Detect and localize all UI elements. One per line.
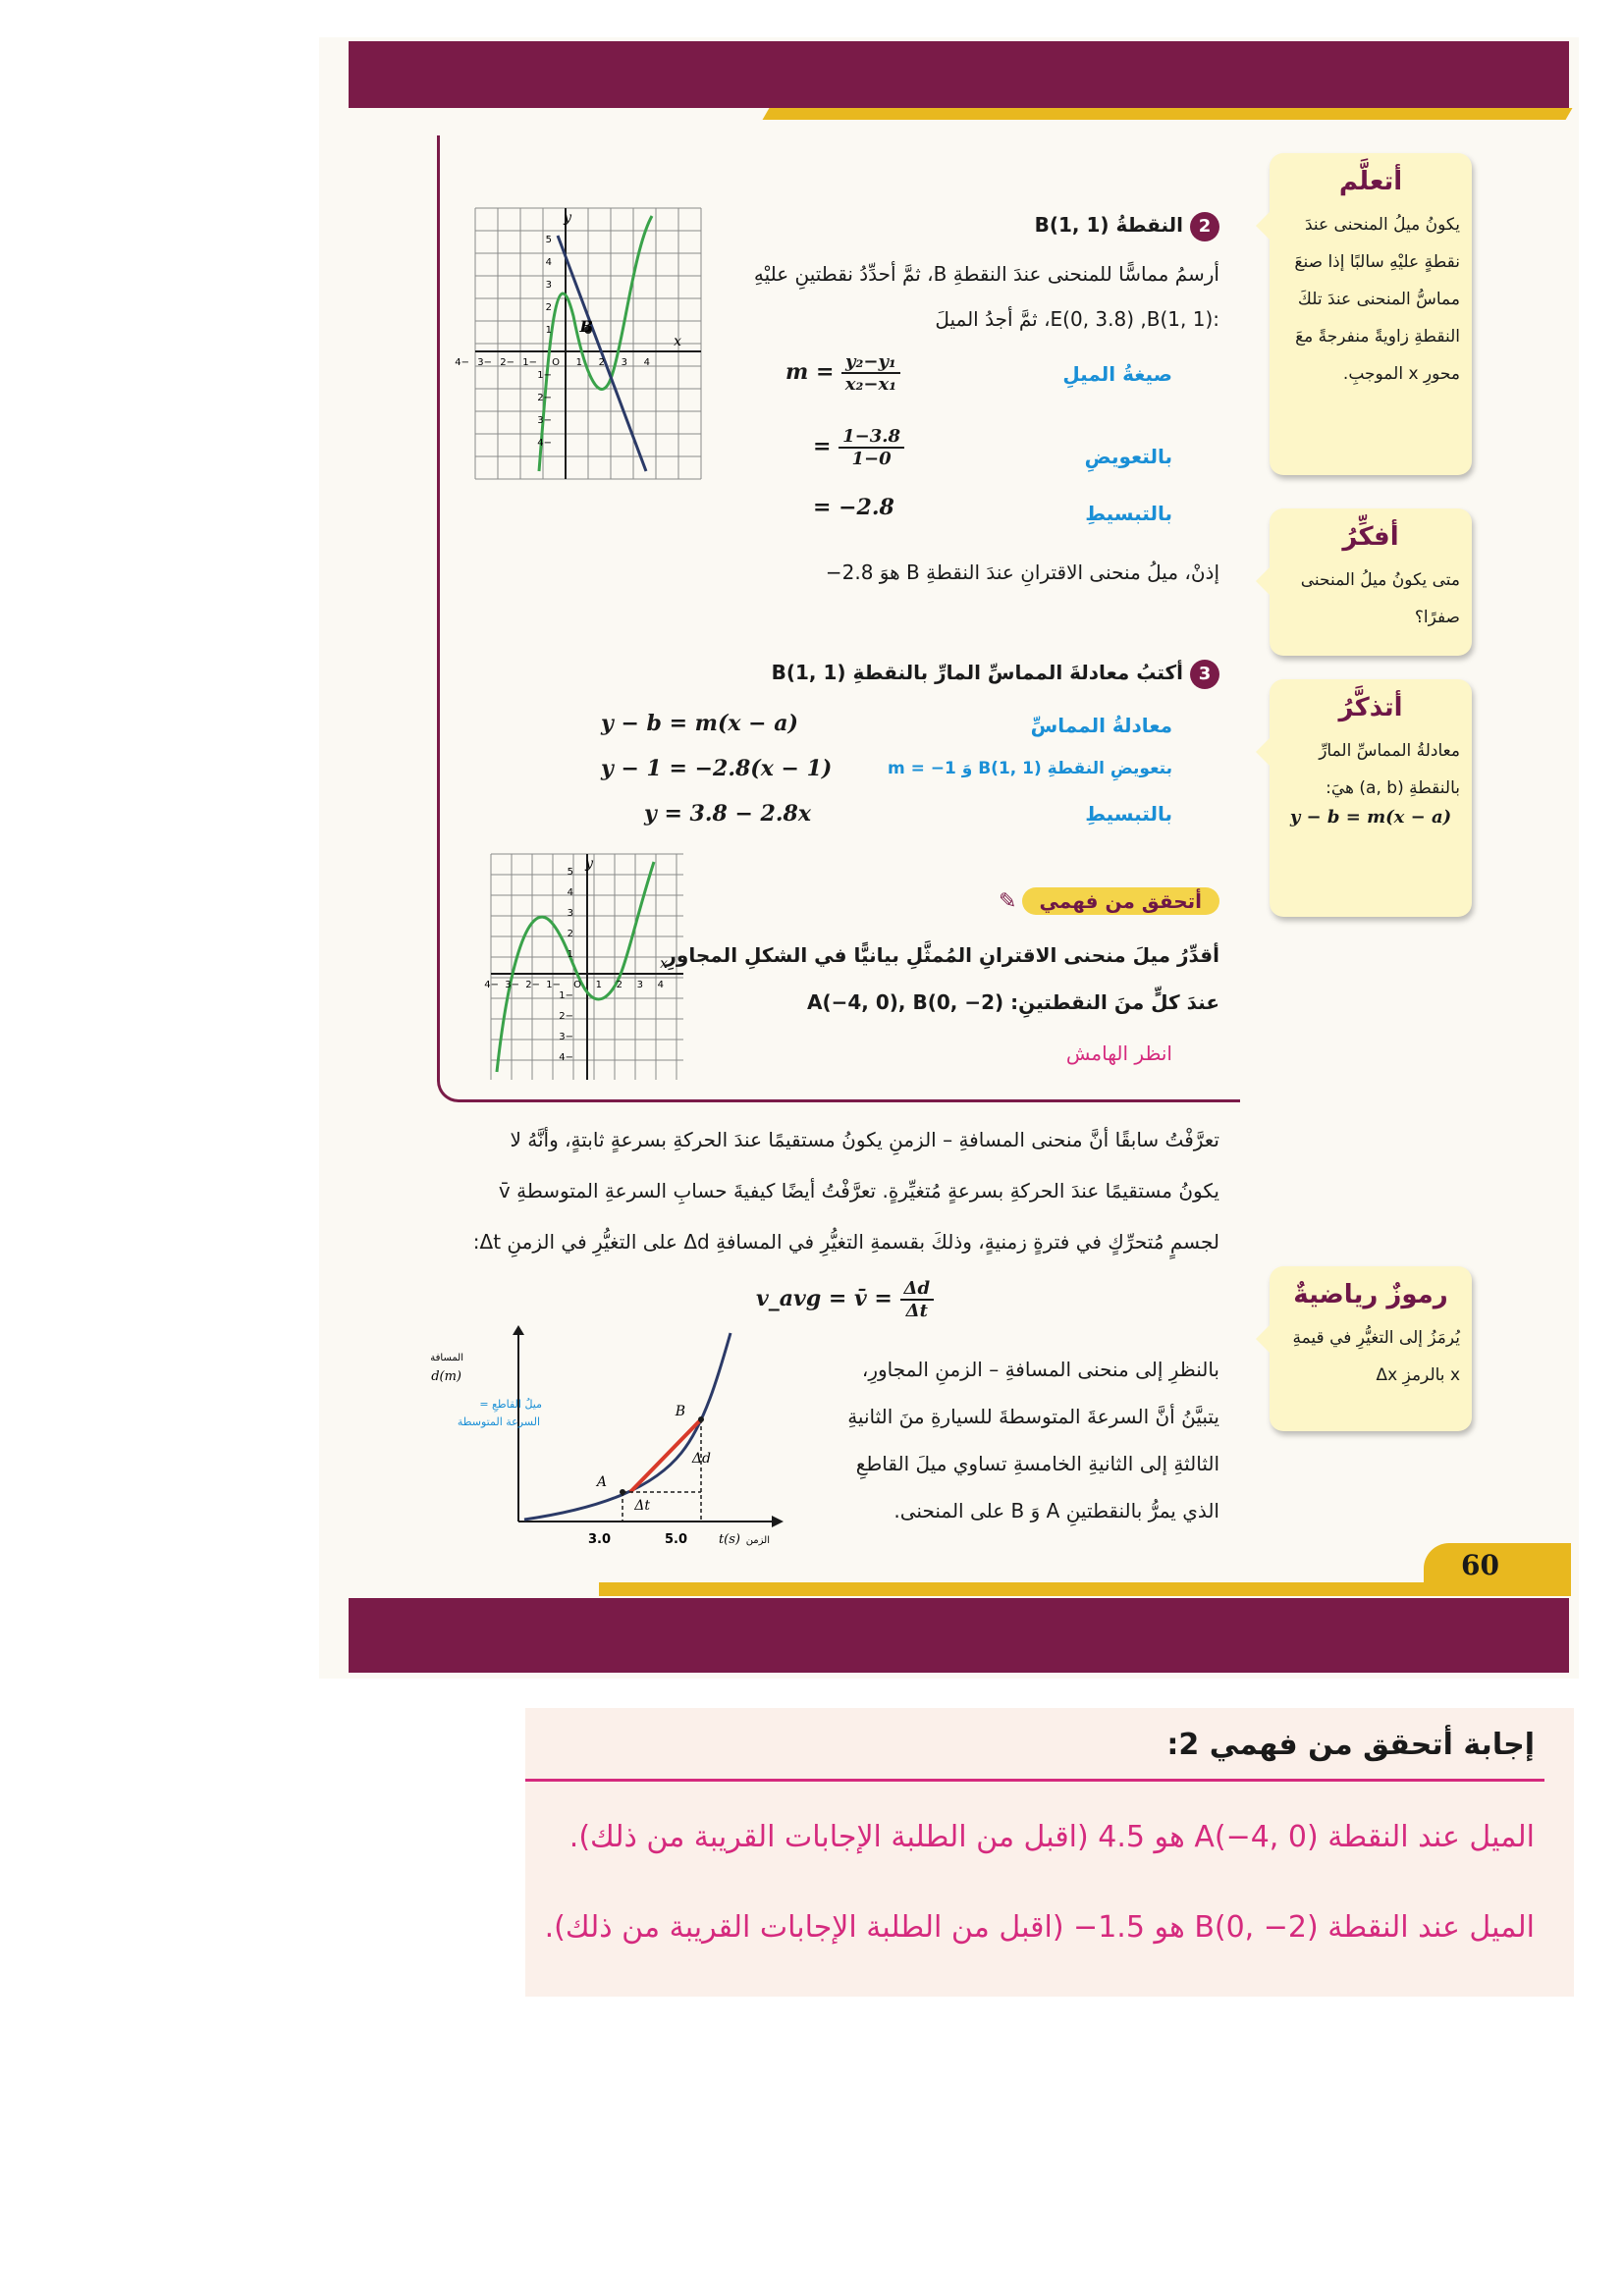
x-tick-label: 2 xyxy=(598,357,605,368)
y-tick-label: 1 xyxy=(545,325,552,336)
d-axis-arrow xyxy=(513,1325,524,1335)
step3-heading: أكتبُ معادلةَ المماسِّ المارِّ بالنقطةِ B(1, 1) xyxy=(771,661,1184,684)
pencil-icon: ✎ xyxy=(999,889,1017,914)
point-B-label: B xyxy=(579,317,593,336)
y-tick-label: 2 xyxy=(567,929,573,939)
x-tick-label: −3 xyxy=(477,357,492,368)
y-tick-label: 5 xyxy=(567,867,573,878)
sub-num: 1−3.8 xyxy=(839,426,904,449)
secant-line xyxy=(630,1419,701,1492)
t-axis-arrow xyxy=(772,1516,784,1527)
label-dd: Δd xyxy=(691,1451,711,1467)
think-title: أفكِّرُ xyxy=(1342,522,1399,552)
answer-box xyxy=(525,1708,1574,1997)
x-label: x xyxy=(660,956,668,972)
x-tick-label: −2 xyxy=(525,980,540,990)
y-tick-label: −3 xyxy=(537,415,552,426)
step2-line2: :E(0, 3.8) ,B(1, 1)، ثمَّ أجدُ الميلَ xyxy=(935,307,1219,331)
x-tick-label: 1 xyxy=(595,980,602,990)
para2-line3: الثالثةِ إلى الثانيةِ الخامسةِ تساوي ميلَ القاطعِ xyxy=(855,1452,1219,1475)
d-title: المسافة xyxy=(430,1353,463,1363)
curve xyxy=(497,862,654,1072)
symbols-box xyxy=(1270,1266,1472,1431)
step2-badge: 2 xyxy=(1190,212,1219,241)
slope-result: = −2.8 xyxy=(813,495,894,520)
point-B xyxy=(698,1416,704,1422)
step2-heading-row xyxy=(1035,208,1219,241)
para-line2: يكونُ مستقيمًا عندَ الحركةِ بسرعةٍ مُتغيِّرةٍ. تعرَّفْتُ أيضًا كيفيةَ حسابِ السرعةِ المتوسطةِ v̄ xyxy=(498,1179,1219,1202)
y-tick-label: −1 xyxy=(559,990,573,1001)
y-tick-label: −1 xyxy=(537,370,552,381)
x-tick-label: −4 xyxy=(455,357,469,368)
y-tick-label: −2 xyxy=(559,1011,573,1022)
x-tick-label: −2 xyxy=(500,357,514,368)
page-number: 60 xyxy=(1461,1549,1499,1581)
x-tick-label: 4 xyxy=(643,357,650,368)
slope-num: y₂−y₁ xyxy=(841,351,900,374)
remember-text: معادلةُ المماسِّ المارِّ بالنقطةِ (a, b) هيَ: xyxy=(1319,741,1460,798)
t-var: t(s) xyxy=(718,1532,740,1547)
substituted-fraction xyxy=(839,426,904,469)
step3-heading-row xyxy=(772,656,1219,689)
label-slope-formula: صيغةُ الميلِ xyxy=(1062,362,1172,386)
x-tick-label: 3 xyxy=(621,357,627,368)
x-tick-label: O xyxy=(552,357,560,368)
graph-check xyxy=(484,854,683,1080)
symbols-text: يُرمَزُ إلى التغيُّرِ في قيمةِ x بالرمزِ Δx xyxy=(1292,1328,1460,1385)
remember-box xyxy=(1270,679,1472,917)
grid xyxy=(475,208,701,479)
para2-line2: يتبيَّنُ أنَّ السرعةَ المتوسطةَ للسيارةِ منَ الثانيةِ xyxy=(847,1405,1219,1428)
label-substitute: بالتعويضِ xyxy=(1084,445,1172,468)
check-banner-row xyxy=(999,889,1219,914)
answer-divider xyxy=(525,1779,1544,1782)
velocity-fraction xyxy=(900,1278,935,1321)
think-box xyxy=(1270,508,1472,656)
para-line1: تعرَّفْتُ سابقًا أنَّ منحنى المسافةِ – الزمنِ يكونُ مستقيمًا عندَ الحركةِ بسرعةٍ ثابتةٍ، وأنَّهُ لا xyxy=(510,1128,1219,1151)
slope-fraction xyxy=(841,351,900,395)
symbols-title: رموزٌ رياضيةٌ xyxy=(1293,1280,1448,1309)
para2-line1: بالنظرِ إلى منحنى المسافةِ – الزمنِ المجاورِ، xyxy=(861,1358,1219,1381)
velocity-lhs: v_avg = v̄ = xyxy=(756,1286,893,1311)
answer-line1: الميل عند النقطة A(−4, 0) هو 4.5 (اقبل من الطلبة الإجابات القريبة من ذلك). xyxy=(568,1820,1535,1854)
graph-tangent xyxy=(455,208,701,479)
check-line1: أقدِّرُ ميلَ منحنى الاقترانِ المُمثَّلِ بيانيًّا في الشكلِ المجاورِ xyxy=(665,943,1219,967)
answer-line2: الميل عند النقطة B(0, −2) هو 1.5− (اقبل من الطلبة الإجابات القريبة من ذلك). xyxy=(544,1910,1535,1945)
secant-note-2: السرعة المتوسطة xyxy=(457,1415,540,1428)
para2-line4: الذي يمرُّ بالنقطتينِ A وَ B على المنحنى. xyxy=(893,1499,1219,1522)
y-tick-label: 3 xyxy=(545,280,552,291)
substituted-fraction-row: = $\frac{1-3.8}{1-0}$ xyxy=(813,426,904,469)
x-tick-label: −3 xyxy=(505,980,519,990)
tangent-eq-final: y = 3.8 − 2.8x xyxy=(644,801,811,827)
x-tick-label: −4 xyxy=(484,980,499,990)
y-tick-label: 1 xyxy=(567,949,573,960)
delta-d: Δd xyxy=(900,1278,935,1301)
t-title: الزمن xyxy=(745,1535,770,1546)
tangent-eq-substituted: y − 1 = −2.8(x − 1) xyxy=(601,756,833,781)
learn-text: يكونُ ميلُ المنحنى عندَ نقطةٍ عليْهِ سالبًا إذا صنعَ مماسُّ المنحنى عندَ تلكَ النقطةِ زاويةً منفرجةً معَ محورِ x الموجبِ. xyxy=(1294,215,1460,384)
x-tick-label: −1 xyxy=(522,357,537,368)
answer-title: إجابة أتحقق من فهمي 2: xyxy=(1166,1728,1535,1762)
learn-title: أتعلَّم xyxy=(1338,167,1403,196)
y-tick-label: 4 xyxy=(567,887,573,898)
y-tick-label: 4 xyxy=(545,257,552,268)
bottom-band xyxy=(349,1598,1569,1673)
secant-note-1: ميلُ القاطعِ = xyxy=(479,1398,542,1411)
margin-note: انظر الهامش xyxy=(1065,1041,1172,1065)
x-tick-label: 3 xyxy=(636,980,643,990)
y-tick-label: −4 xyxy=(559,1052,573,1063)
y-tick-label: 5 xyxy=(545,235,552,245)
step2-line1: أرسمُ مماسًّا للمنحنى عندَ النقطةِ B، ثمَّ أحدِّدُ نقطتينِ عليْهِ xyxy=(753,262,1219,286)
label-A: A xyxy=(596,1474,607,1490)
d-var: d(m) xyxy=(431,1369,461,1384)
label-tangent-eq: معادلةُ المماسِّ xyxy=(1030,714,1172,737)
slope-den: x₂−x₁ xyxy=(844,374,897,395)
tick-5: 5.0 xyxy=(664,1532,687,1547)
label-dt: Δt xyxy=(634,1498,650,1514)
label-simplify: بالتبسيطِ xyxy=(1085,502,1172,525)
step3-badge: 3 xyxy=(1190,660,1219,689)
remember-formula: y − b = m(x − a) xyxy=(1289,807,1452,828)
label-simplify-eq: بالتبسيطِ xyxy=(1085,802,1172,826)
point-A xyxy=(620,1489,625,1495)
x-tick-label: 4 xyxy=(657,980,664,990)
y-label: y xyxy=(585,856,593,872)
step2-conclusion: إذنْ، ميلُ منحنى الاقترانِ عندَ النقطةِ B هوَ 2.8− xyxy=(825,561,1219,584)
label-B: B xyxy=(675,1404,685,1419)
para-line3: لجسمٍ مُتحرِّكٍ في فترةٍ زمنيةٍ، وذلكَ بقسمةِ التغيُّرِ في المسافةِ Δd على التغيُّرِ في الزمنِ Δt: xyxy=(472,1230,1219,1254)
x-tick-label: −1 xyxy=(546,980,561,990)
delta-t: Δt xyxy=(905,1301,928,1321)
m-equals: m = xyxy=(785,359,835,385)
top-accent-stripe xyxy=(763,108,1573,120)
check-line2: عندَ كلٍّ منَ النقطتينِ: A(−4, 0), B(0, −2) xyxy=(807,990,1219,1014)
x-label: x xyxy=(674,334,681,349)
y-tick-label: 2 xyxy=(545,302,552,313)
top-band xyxy=(349,41,1569,108)
x-tick-label: O xyxy=(573,980,581,990)
label-substitute-point: بتعويضِ النقطةِ B(1, 1) وَ m = −1 xyxy=(887,759,1172,778)
y-tick-label: −3 xyxy=(559,1032,573,1042)
average-velocity-formula xyxy=(756,1278,934,1321)
y-tick-label: −4 xyxy=(537,438,552,449)
x-tick-label: 2 xyxy=(616,980,623,990)
tick-3: 3.0 xyxy=(587,1532,611,1547)
graph-distance-time xyxy=(430,1325,797,1563)
y-tick-label: −2 xyxy=(537,393,552,403)
remember-title: أتذكَّرُ xyxy=(1338,693,1403,722)
check-banner: أتحقق من فهمي xyxy=(1022,887,1219,915)
tangent-eq-general: y − b = m(x − a) xyxy=(601,711,798,736)
sub-den: 1−0 xyxy=(851,449,892,469)
slope-formula xyxy=(785,351,900,395)
y-label: y xyxy=(564,210,571,226)
step2-heading: النقطةُ B(1, 1) xyxy=(1034,213,1184,237)
x-tick-label: 1 xyxy=(575,357,582,368)
think-text: متى يكونُ ميلُ المنحنى صفرًا؟ xyxy=(1300,570,1460,627)
learn-box xyxy=(1270,153,1472,475)
y-tick-label: 3 xyxy=(567,908,573,919)
